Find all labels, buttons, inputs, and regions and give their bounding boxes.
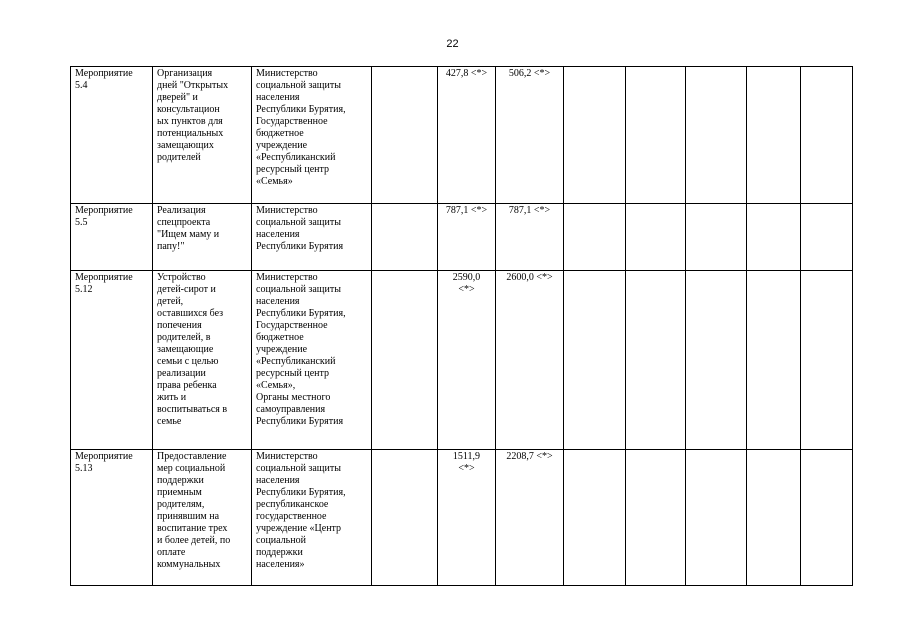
empty-cell	[564, 204, 626, 271]
empty-cell	[564, 67, 626, 204]
empty-cell	[801, 450, 853, 586]
empty-cell	[564, 271, 626, 450]
executor-cell: Министерство социальной защиты населения Республики Бурятия, Государственное бюджетное учреждение «Республиканский ресурсный центр «Семья»	[252, 67, 372, 204]
empty-cell	[564, 450, 626, 586]
measure-cell: Мероприятие 5.12	[71, 271, 153, 450]
value-cell: 427,8 <*>	[438, 67, 496, 204]
program-table	[70, 66, 853, 586]
value-cell: 2208,7 <*>	[496, 450, 564, 586]
empty-cell	[686, 450, 747, 586]
empty-cell	[801, 271, 853, 450]
measure-cell: Мероприятие 5.4	[71, 67, 153, 204]
value-cell: 2590,0 <*>	[438, 271, 496, 450]
table-row	[71, 67, 853, 204]
empty-cell	[747, 450, 801, 586]
page-number: 22	[446, 38, 459, 50]
value-cell: 2600,0 <*>	[496, 271, 564, 450]
measure-cell: Мероприятие 5.5	[71, 204, 153, 271]
value-cell: 787,1 <*>	[438, 204, 496, 271]
empty-cell	[686, 204, 747, 271]
measure-cell: Мероприятие 5.13	[71, 450, 153, 586]
table-row	[71, 271, 853, 450]
empty-cell	[626, 450, 686, 586]
description-cell: Организация дней "Открытых дверей" и консультацион ых пунктов для потенциальных замещающих родителей	[153, 67, 252, 204]
empty-cell	[372, 271, 438, 450]
description-cell: Предоставление мер социальной поддержки приемным родителям, принявшим на воспитание трех и более детей, по оплате коммунальных	[153, 450, 252, 586]
description-cell: Реализация спецпроекта "Ищем маму и папу!"	[153, 204, 252, 271]
description-cell: Устройство детей-сирот и детей, оставшихся без попечения родителей, в замещающие семьи с целью реализации права ребенка жить и воспитываться в семье	[153, 271, 252, 450]
empty-cell	[747, 271, 801, 450]
executor-cell: Министерство социальной защиты населения Республики Бурятия, Государственное бюджетное учреждение «Республиканский ресурсный центр «Семья», Органы местного самоуправления Республики Бурятия	[252, 271, 372, 450]
empty-cell	[747, 67, 801, 204]
empty-cell	[801, 67, 853, 204]
value-cell: 787,1 <*>	[496, 204, 564, 271]
empty-cell	[372, 450, 438, 586]
executor-cell: Министерство социальной защиты населения Республики Бурятия, республиканское государственное учреждение «Центр социальной поддержки населения»	[252, 450, 372, 586]
empty-cell	[747, 204, 801, 271]
table-row	[71, 204, 853, 271]
empty-cell	[686, 67, 747, 204]
empty-cell	[372, 204, 438, 271]
empty-cell	[372, 67, 438, 204]
empty-cell	[801, 204, 853, 271]
empty-cell	[626, 271, 686, 450]
value-cell: 1511,9 <*>	[438, 450, 496, 586]
executor-cell: Министерство социальной защиты населения Республики Бурятия	[252, 204, 372, 271]
empty-cell	[686, 271, 747, 450]
empty-cell	[626, 204, 686, 271]
table-row	[71, 450, 853, 586]
value-cell: 506,2 <*>	[496, 67, 564, 204]
empty-cell	[626, 67, 686, 204]
